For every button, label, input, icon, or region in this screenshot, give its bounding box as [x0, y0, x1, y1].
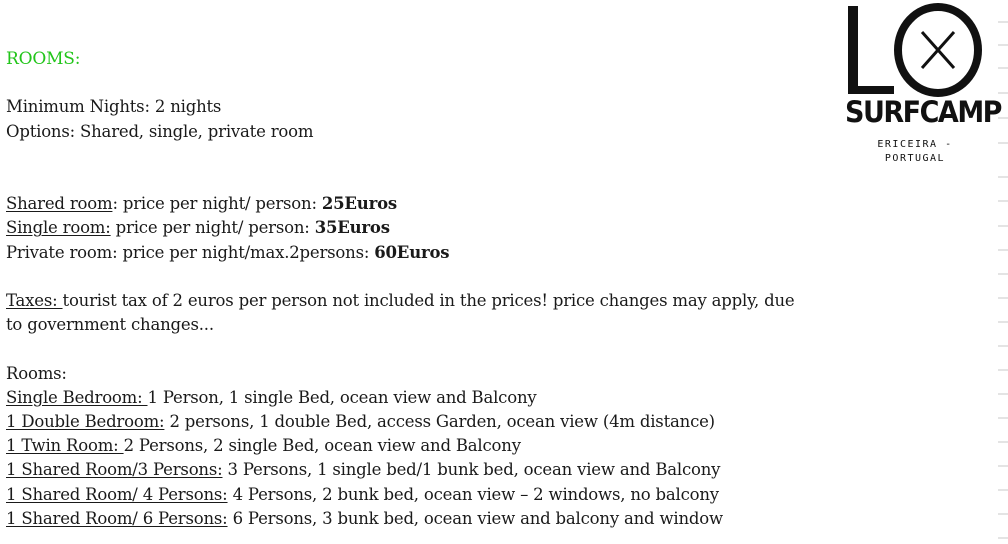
price-amount: 60Euros	[374, 242, 450, 262]
price-shared-room	[6, 192, 796, 216]
price-single-room	[6, 216, 796, 240]
room-item	[6, 434, 796, 458]
price-desc: price per night/ person:	[110, 218, 315, 238]
page-edge-ticks	[998, 0, 1008, 544]
rooms-document	[6, 47, 796, 531]
taxes-label: Taxes:	[6, 290, 63, 310]
logo-location: ERICEIRA - PORTUGAL	[877, 139, 953, 164]
room-name: 1 Twin Room:	[6, 436, 124, 456]
options-label: Options:	[6, 121, 75, 141]
room-item	[6, 458, 796, 482]
room-desc: 2 Persons, 2 single Bed, ocean view and Balcony	[123, 436, 521, 456]
room-name: Single Bedroom:	[6, 387, 148, 407]
room-item	[6, 507, 796, 531]
price-amount: 35Euros	[314, 218, 390, 238]
room-item	[6, 386, 796, 410]
room-item	[6, 483, 796, 507]
options	[6, 120, 796, 144]
room-desc: 4 Persons, 2 bunk bed, ocean view – 2 windows, no balcony	[227, 484, 719, 504]
page-title: ROOMS:	[6, 49, 81, 69]
price-desc: : price per night/ person:	[112, 194, 322, 214]
taxes-text: tourist tax of 2 euros per person not included in the prices! price changes may apply, due to government changes...	[6, 290, 795, 335]
price-desc: : price per night/max.2persons:	[112, 242, 375, 262]
taxes-note	[6, 289, 796, 337]
room-item	[6, 410, 796, 434]
room-desc: 6 Persons, 3 bunk bed, ocean view and balcony and window	[227, 508, 723, 528]
options-value: Shared, single, private room	[74, 121, 314, 141]
room-name: 1 Double Bedroom:	[6, 411, 165, 431]
room-name: 1 Shared Room/3 Persons:	[6, 460, 223, 480]
price-private-room	[6, 241, 796, 265]
minimum-nights-label: Minimum Nights:	[6, 97, 150, 117]
surfcamp-logo	[840, 2, 1001, 164]
lo-monogram-icon	[840, 2, 990, 98]
price-room-name: Private room	[6, 242, 113, 262]
room-desc: 2 persons, 1 double Bed, access Garden, ocean view (4m distance)	[164, 411, 715, 431]
room-name: 1 Shared Room/ 4 Persons:	[6, 484, 228, 504]
room-desc: 1 Person, 1 single Bed, ocean view and Balcony	[147, 387, 537, 407]
room-name: 1 Shared Room/ 6 Persons:	[6, 508, 228, 528]
logo-brand: SURFCAMP	[845, 95, 1001, 130]
minimum-nights-value: 2 nights	[149, 97, 222, 117]
price-amount: 25Euros	[321, 194, 397, 214]
price-room-name: Shared room	[6, 194, 113, 214]
rooms-label: Rooms:	[6, 363, 67, 383]
room-desc: 3 Persons, 1 single bed/1 bunk bed, ocean view and Balcony	[222, 460, 721, 480]
minimum-nights	[6, 95, 796, 119]
price-room-name: Single room:	[6, 218, 111, 238]
